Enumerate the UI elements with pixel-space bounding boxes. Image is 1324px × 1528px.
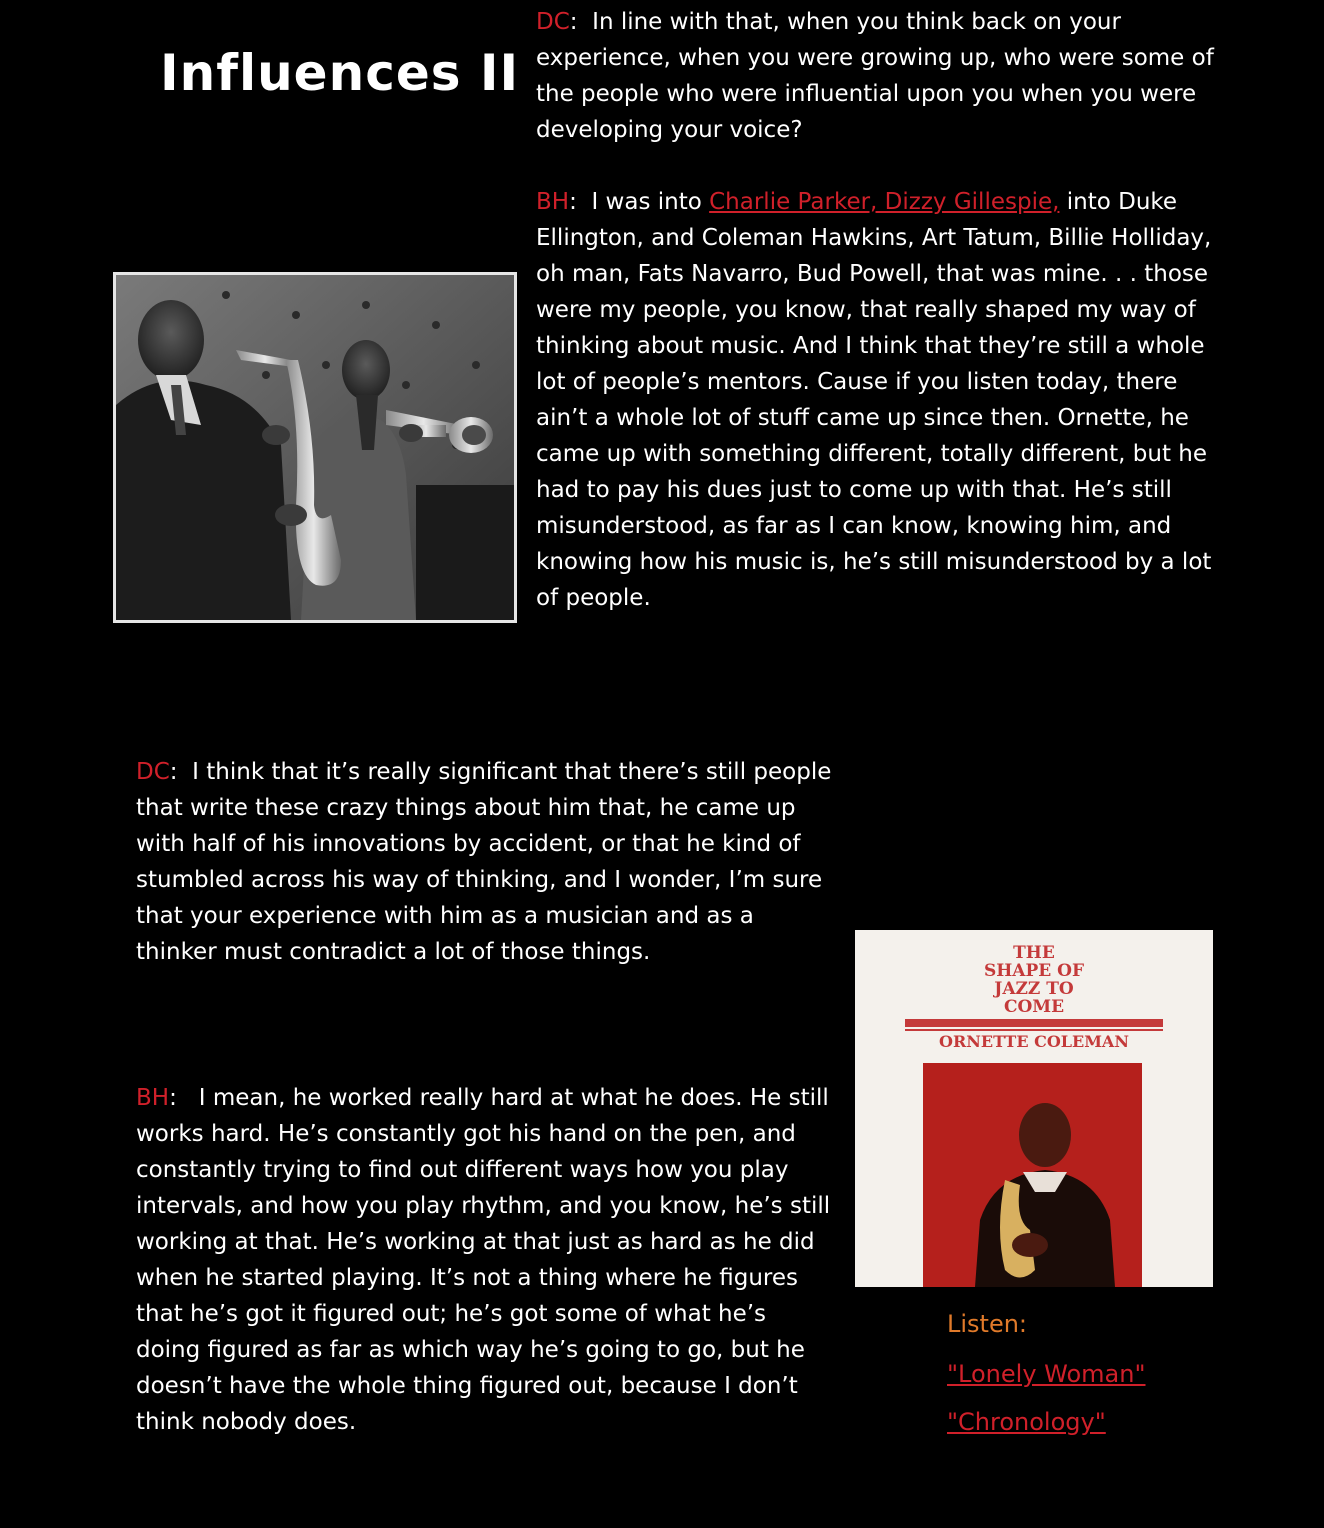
interview-text: into Duke Ellington, and Coleman Hawkins, Art Tatum, Billie Holliday, oh man, Fats Navarro, Bud Powell, that was mine. . . those were my people, you know, that really shaped my way of thinking about music. And I think that they’re still a whole lot of people’s mentors. Cause if you listen today, there ain’t a whole lot of stuff came up since then. Ornette, he came up with something different, totally different, but he had to pay his dues just to come up with that. He’s still misunderstood, as far as I can know, knowing him, and knowing how his music is, he’s still misunderstood by a lot of people. bbox=[536, 189, 1212, 611]
speaker-label: DC bbox=[136, 759, 170, 785]
interview-block-3: DC: I think that it’s really significant that there’s still people that write these crazy things about him that, he came up with half of his innovations by accident, or that he kind of stumbled across his way of thinking, and I wonder, I’m sure that your experience with him as a musician and as a thinker must contradict a lot of those things. bbox=[136, 759, 832, 965]
interview-block-4: BH: I mean, he worked really hard at what he does. He still works hard. He’s constantly got his hand on the pen, and constantly trying to find out different ways how you play intervals, and how you play rhythm, and you know, he’s still working at that. He’s working at that just as hard as he did when he started playing. It’s not a thing where he figures that he’s got it figured out; he’s got some of what he’s doing figured as far as which way he’s going to go, but he doesn’t have the whole thing figured out, because I don’t think nobody does. bbox=[136, 1085, 831, 1435]
album-title-line-1: THE bbox=[1013, 943, 1055, 963]
interview-text-prefix: I was into bbox=[591, 189, 702, 215]
speaker-label: BH bbox=[136, 1085, 170, 1111]
jazz-musicians-photo bbox=[113, 272, 517, 623]
album-title-line-4: COME bbox=[1003, 997, 1065, 1017]
interview-block-1: DC: In line with that, when you think back on your experience, when you were growing up, who were some of the people who were influential upon you when you were developing your voice? bbox=[536, 9, 1214, 143]
speaker-label: DC bbox=[536, 9, 570, 35]
speaker-label: BH bbox=[536, 189, 570, 215]
album-title-line-2: SHAPE OF bbox=[983, 961, 1085, 981]
album-artist: ORNETTE COLEMAN bbox=[939, 1032, 1129, 1051]
parker-gillespie-link[interactable]: Charlie Parker, Dizzy Gillespie, bbox=[709, 189, 1060, 215]
album-cover bbox=[855, 930, 1213, 1287]
listen-label: Listen: bbox=[947, 1310, 1028, 1338]
album-title-line-3: JAZZ TO bbox=[994, 979, 1074, 999]
interview-text: I mean, he worked really hard at what he does. He still works hard. He’s constantly got his hand on the pen, and constantly trying to find out different ways how you play intervals, and how you play rhythm, and you know, he’s still working at that. He’s working at that just as hard as he did when he started playing. It’s not a thing where he figures that he’s got it figured out; he’s got some of what he’s doing figured as far as which way he’s going to go, but he doesn’t have the whole thing figured out, because I don’t think nobody does. bbox=[136, 1085, 831, 1435]
interview-block-2: BH: I was into Charlie Parker, Dizzy Gillespie, into Duke Ellington, and Coleman Hawkins, Art Tatum, Billie Holliday, oh man, Fats Navarro, Bud Powell, that was mine. . . those were my people, you know, that really shaped my way of thinking about music. And I think that they’re still a whole lot of people’s mentors. Cause if you listen today, there ain’t a whole lot of stuff came up since then. Ornette, he came up with something different, totally different, but he had to pay his dues just to come up with that. He’s still misunderstood, as far as I can know, knowing him, and knowing how his music is, he’s still misunderstood by a lot of people. bbox=[536, 189, 1212, 611]
interview-text: I think that it’s really significant that there’s still people that write these crazy things about him that, he came up with half of his innovations by accident, or that he kind of stumbled across his way of thinking, and I wonder, I’m sure that your experience with him as a musician and as a thinker must contradict a lot of those things. bbox=[136, 759, 832, 965]
page-title: Influences II bbox=[160, 44, 520, 102]
track-link-chronology[interactable]: "Chronology" bbox=[947, 1408, 1106, 1436]
interview-text: In line with that, when you think back on your experience, when you were growing up, who were some of the people who were influential upon you when you were developing your voice? bbox=[536, 9, 1214, 143]
track-link-lonely-woman[interactable]: "Lonely Woman" bbox=[947, 1360, 1146, 1388]
